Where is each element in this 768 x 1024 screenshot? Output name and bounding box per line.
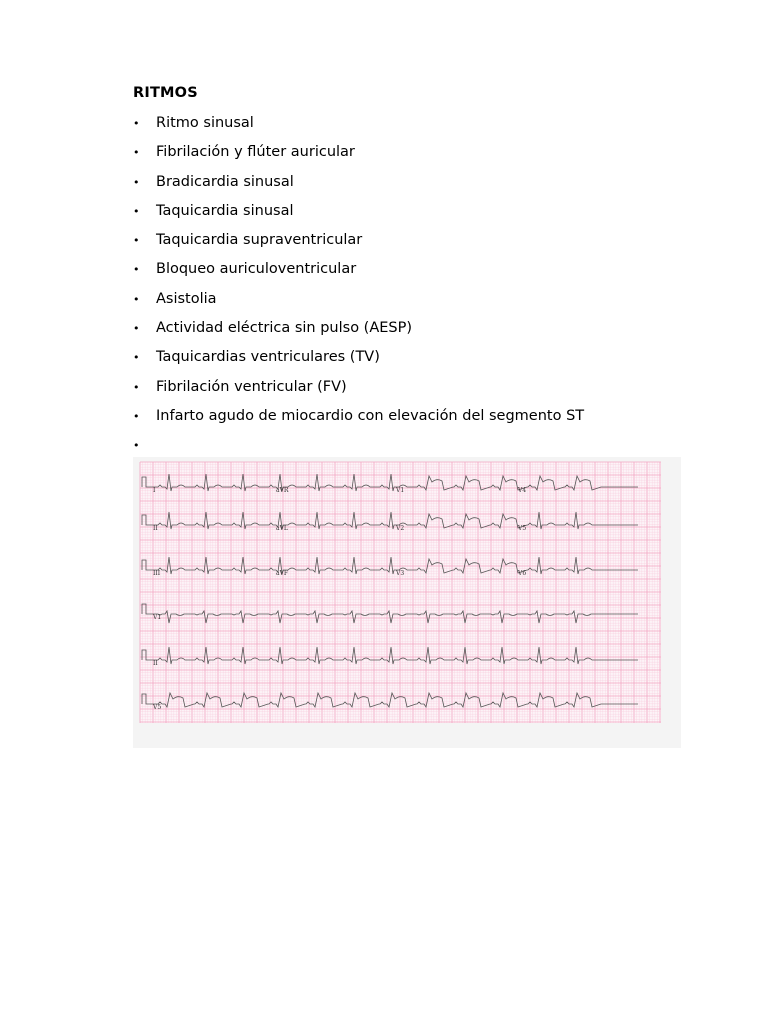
list-item-text: Taquicardia supraventricular — [156, 232, 363, 249]
ecg-lead-label: V2 — [396, 525, 405, 532]
list-item-text: Taquicardia sinusal — [156, 202, 294, 219]
bullet-icon: • — [133, 175, 140, 189]
bullet-icon: • — [133, 146, 140, 160]
ecg-image — [133, 457, 681, 748]
bullet-icon: • — [133, 234, 140, 248]
ecg-lead-label: II — [153, 525, 158, 532]
list-item-text: Fibrilación ventricular (FV) — [156, 378, 347, 395]
ecg-lead-label: V1 — [153, 614, 162, 621]
list-item-text: Actividad eléctrica sin pulso (AESP) — [156, 320, 413, 337]
bullet-icon: • — [133, 263, 140, 277]
list-item-text: Infarto agudo de miocardio con elevación del segmento ST — [156, 407, 585, 424]
section-heading: RITMOS — [133, 85, 198, 101]
bullet-icon: • — [133, 204, 140, 218]
ecg-lead-label: aVL — [276, 525, 288, 532]
bullet-icon: • — [133, 292, 140, 306]
ecg-lead-label: V6 — [518, 570, 527, 577]
ecg-lead-label: V3 — [396, 570, 405, 577]
ecg-lead-label: V5 — [518, 525, 527, 532]
list-item-text: Fibrilación y flúter auricular — [156, 144, 355, 161]
list-item-text: Bloqueo auriculoventricular — [156, 261, 357, 278]
ecg-lead-label: V4 — [518, 487, 527, 494]
bullet-icon: • — [133, 380, 140, 394]
ecg-lead-label: III — [153, 570, 161, 577]
ecg-lead-label: aVR — [276, 487, 289, 494]
bullet-icon: • — [133, 322, 140, 336]
list-item-text: Taquicardias ventriculares (TV) — [156, 349, 380, 366]
bullet-icon: • — [133, 439, 140, 453]
list-item-text: Asistolia — [156, 290, 217, 307]
ecg-lead-label: I — [153, 487, 156, 494]
bullet-icon: • — [133, 117, 140, 130]
ecg-strip — [133, 457, 681, 748]
ecg-lead-label: aVF — [276, 570, 289, 577]
bullet-icon: • — [133, 351, 140, 365]
ecg-lead-label: V5 — [153, 704, 162, 711]
bullet-icon: • — [133, 409, 140, 423]
ecg-lead-label: V1 — [396, 487, 405, 494]
list-item-text: Bradicardia sinusal — [156, 173, 294, 190]
list-item-text: Ritmo sinusal — [156, 115, 254, 131]
ecg-lead-label: II — [153, 660, 158, 667]
